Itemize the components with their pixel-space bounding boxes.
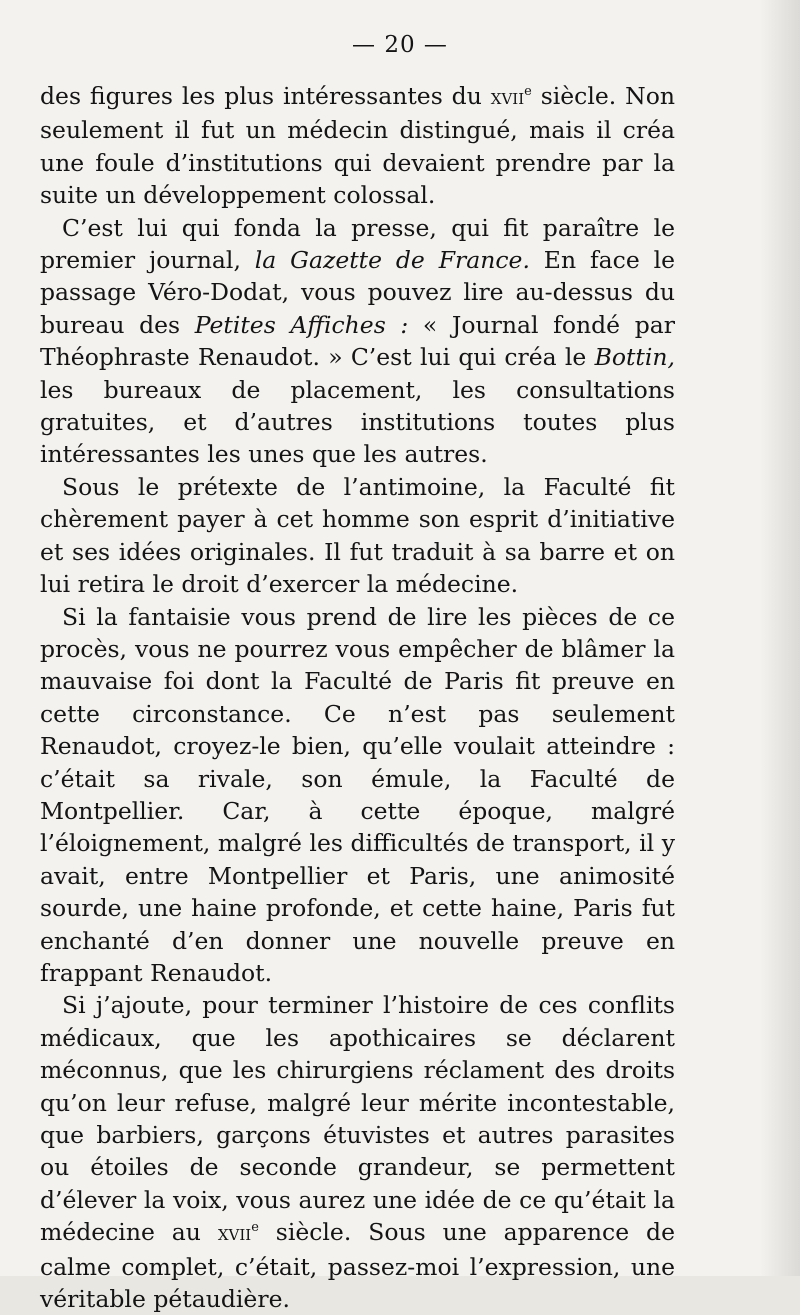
page-edge-shadow bbox=[760, 0, 800, 1276]
paragraph-3: Sous le prétexte de l’antimoine, la Faculté fit chèrement payer à cet homme son esprit d’initiative et ses idées originales. Il fut traduit à sa barre et on lui retira le droit d’exercer la médecine. bbox=[40, 472, 675, 599]
paragraph-2-text-a: C’est lui qui fonda la presse, qui fit paraître le premier journal, bbox=[40, 213, 675, 275]
italic-title-gazette: la Gazette de France. bbox=[254, 246, 530, 275]
century-superscript: e bbox=[251, 1220, 259, 1236]
century-numeral: xvii bbox=[217, 1221, 252, 1247]
italic-title-bottin: Bottin, bbox=[594, 343, 675, 372]
paragraph-1-text-b: siècle. Non seulement il fut un médecin distingué, mais il créa une foule d’institutions qui devaient prendre par la suite un développement colossal. bbox=[40, 82, 675, 210]
paragraph-1 bbox=[40, 80, 675, 212]
paragraph-2-text-b: En face le passage Véro-Dodat, vous pouvez lire au-dessus du bureau des bbox=[40, 246, 676, 339]
paragraph-5 bbox=[40, 989, 675, 1315]
paragraph-4: Si la fantaisie vous prend de lire les pièces de ce procès, vous ne pourrez vous empêcher de blâmer la mauvaise foi dont la Faculté de Paris fit preuve en cette circonstance. Ce n’est pas seulement Renaudot, croyez-le bien, qu’elle voulait atteindre : c’était sa rivale, son émule, la Faculté de Montpellier. Car, à cette époque, malgré l’éloignement, malgré les difficultés de transport, il y avait, entre Montpellier et Paris, une animosité sourde, une haine profonde, et cette haine, Paris fut enchanté d’en donner une nouvelle preuve en frappant Renaudot. bbox=[40, 602, 675, 987]
century-numeral: xvii bbox=[490, 85, 525, 110]
paragraph-2-text-c: « Journal fondé par Théophraste Renaudot. » C’est lui qui créa le bbox=[40, 310, 675, 372]
paragraph-5-text-b: siècle. Sous une apparence de calme complet, c’était, passez-moi l’expression, une véritable pétaudière. bbox=[40, 1218, 675, 1314]
paragraph-2-text-d: les bureaux de placement, les consultations gratuites, et d’autres institutions toutes plus intéressantes les unes que les autres. bbox=[40, 375, 675, 469]
century-superscript: e bbox=[524, 84, 532, 100]
page-number: — 20 — bbox=[352, 32, 448, 58]
paragraph-5-text-a: Si j’ajoute, pour terminer l’histoire de ces conflits médicaux, que les apothicaires se déclarent méconnus, que les chirurgiens réclament des droits qu’on leur refuse, malgré leur mérite incontestable, que barbiers, garçons étuvistes et autres parasites ou étoiles de seconde grandeur, se permettent d’élever la voix, vous aurez une idée de ce qu’était la médecine au bbox=[40, 991, 675, 1247]
italic-title-petites-affiches: Petites Affiches : bbox=[194, 310, 409, 339]
paragraph-1-text-a: des figures les plus intéressantes du bbox=[40, 82, 491, 110]
paragraph-2 bbox=[40, 212, 675, 471]
body-text bbox=[40, 80, 675, 1315]
